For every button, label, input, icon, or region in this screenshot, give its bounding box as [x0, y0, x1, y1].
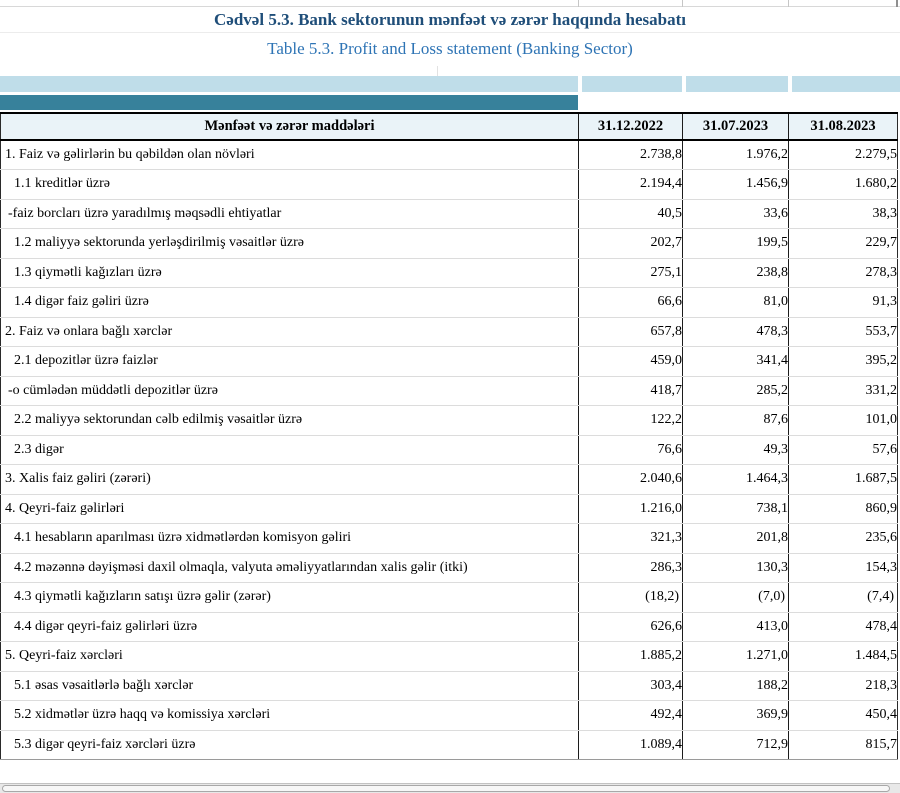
horizontal-scrollbar-thumb[interactable]: [2, 785, 890, 792]
row-value-2023-07: 413,0: [683, 612, 789, 642]
spreadsheet-top-gridline-strip: [0, 0, 900, 7]
row-value-2022: 1.885,2: [579, 642, 683, 672]
band-column-separator: [788, 76, 792, 92]
row-value-2023-07: 49,3: [683, 435, 789, 465]
row-value-2022: 321,3: [579, 524, 683, 554]
table-row: [1, 553, 898, 583]
profit-loss-table: [0, 112, 898, 760]
row-value-2023-08: 331,2: [789, 376, 898, 406]
row-label: 4.4 digər qeyri-faiz gəlirləri üzrə: [1, 612, 579, 642]
row-value-2022: 202,7: [579, 229, 683, 259]
row-label: 4.3 qiymətli kağızların satışı üzrə gəlir (zərər): [1, 583, 579, 613]
row-value-2022: 1.216,0: [579, 494, 683, 524]
row-label: -o cümlədən müddətli depozitlər üzrə: [1, 376, 579, 406]
row-label: 4.2 məzənnə dəyişməsi daxil olmaqla, valyuta əməliyyatlarından xalis gəlir (itki): [1, 553, 579, 583]
table-row: [1, 465, 898, 495]
row-value-2022: 76,6: [579, 435, 683, 465]
table-row: [1, 317, 898, 347]
table-row: [1, 612, 898, 642]
row-value-2022: 66,6: [579, 288, 683, 318]
row-value-2023-07: 238,8: [683, 258, 789, 288]
gridline: [682, 0, 683, 7]
horizontal-scrollbar[interactable]: [0, 783, 900, 793]
table-row: [1, 199, 898, 229]
row-label: 2.1 depozitlər üzrə faizlər: [1, 347, 579, 377]
row-label: 5.1 əsas vəsaitlərlə bağlı xərclər: [1, 671, 579, 701]
column-header-date: 31.12.2022: [579, 113, 683, 140]
row-label: 1.2 maliyyə sektorunda yerləşdirilmiş vəsaitlər üzrə: [1, 229, 579, 259]
row-value-2023-07: 87,6: [683, 406, 789, 436]
row-value-2023-07: 712,9: [683, 730, 789, 760]
row-value-2022: 286,3: [579, 553, 683, 583]
table-row: [1, 347, 898, 377]
row-value-2023-07: 199,5: [683, 229, 789, 259]
band-column-separator: [682, 76, 686, 92]
row-value-2023-08: 815,7: [789, 730, 898, 760]
row-label: 2. Faiz və onlara bağlı xərclər: [1, 317, 579, 347]
row-value-2023-08: 553,7: [789, 317, 898, 347]
row-label: 2.2 maliyyə sektorundan cəlb edilmiş vəsaitlər üzrə: [1, 406, 579, 436]
row-value-2023-08: 278,3: [789, 258, 898, 288]
table-row: [1, 140, 898, 170]
row-value-2023-07: 1.456,9: [683, 170, 789, 200]
row-value-2023-07: 1.976,2: [683, 140, 789, 170]
table-row: [1, 701, 898, 731]
row-value-2023-08: 450,4: [789, 701, 898, 731]
gridline: [578, 0, 579, 7]
table-row: [1, 258, 898, 288]
gridline: [437, 66, 438, 76]
row-value-2023-08: 1.687,5: [789, 465, 898, 495]
row-value-2023-07: 478,3: [683, 317, 789, 347]
row-label: 4.1 hesabların aparılması üzrə xidmətlərdən komisyon gəliri: [1, 524, 579, 554]
row-value-2023-08: 478,4: [789, 612, 898, 642]
row-value-2022: 657,8: [579, 317, 683, 347]
table-row: [1, 406, 898, 436]
table-row: [1, 170, 898, 200]
row-value-2023-08: 218,3: [789, 671, 898, 701]
table-row: [1, 524, 898, 554]
row-value-2023-08: 2.279,5: [789, 140, 898, 170]
table-header-row: [1, 113, 898, 140]
row-label: 1.1 kreditlər üzrə: [1, 170, 579, 200]
gridline: [788, 0, 789, 7]
row-label: 5.2 xidmətlər üzrə haqq və komissiya xərcləri: [1, 701, 579, 731]
row-label: 1. Faiz və gəlirlərin bu qəbildən olan növləri: [1, 140, 579, 170]
row-value-2023-07: (7,0): [683, 583, 789, 613]
row-value-2023-07: 285,2: [683, 376, 789, 406]
highlight-band-teal: [0, 95, 578, 110]
row-value-2022: 2.040,6: [579, 465, 683, 495]
row-value-2023-08: (7,4): [789, 583, 898, 613]
row-label: 1.4 digər faiz gəliri üzrə: [1, 288, 579, 318]
row-value-2023-07: 81,0: [683, 288, 789, 318]
row-value-2023-08: 395,2: [789, 347, 898, 377]
row-value-2022: 40,5: [579, 199, 683, 229]
row-value-2023-08: 860,9: [789, 494, 898, 524]
row-value-2022: 122,2: [579, 406, 683, 436]
table-row: [1, 288, 898, 318]
row-value-2023-08: 1.484,5: [789, 642, 898, 672]
row-value-2023-07: 1.271,0: [683, 642, 789, 672]
row-value-2023-08: 101,0: [789, 406, 898, 436]
row-value-2022: 459,0: [579, 347, 683, 377]
band-column-separator: [578, 76, 582, 92]
row-label: 2.3 digər: [1, 435, 579, 465]
table-row: [1, 730, 898, 760]
row-label: 4. Qeyri-faiz gəlirləri: [1, 494, 579, 524]
row-label: 5.3 digər qeyri-faiz xərcləri üzrə: [1, 730, 579, 760]
row-value-2023-07: 201,8: [683, 524, 789, 554]
table-title-english: Table 5.3. Profit and Loss statement (Banking Sector): [267, 39, 633, 58]
row-value-2022: (18,2): [579, 583, 683, 613]
title-gap: [0, 66, 900, 76]
row-value-2022: 303,4: [579, 671, 683, 701]
table-row: [1, 671, 898, 701]
gridline: [896, 0, 898, 7]
row-value-2023-08: 154,3: [789, 553, 898, 583]
row-value-2023-07: 1.464,3: [683, 465, 789, 495]
row-value-2023-08: 91,3: [789, 288, 898, 318]
column-header-date: 31.08.2023: [789, 113, 898, 140]
table-row: [1, 583, 898, 613]
highlight-band-light-blue: [0, 76, 900, 92]
table-row: [1, 642, 898, 672]
column-header-items: Mənfəət və zərər maddələri: [1, 113, 579, 140]
row-value-2023-08: 57,6: [789, 435, 898, 465]
row-value-2023-08: 235,6: [789, 524, 898, 554]
row-label: -faiz borcları üzrə yaradılmış məqsədli ehtiyatlar: [1, 199, 579, 229]
row-value-2022: 2.194,4: [579, 170, 683, 200]
table-row: [1, 376, 898, 406]
row-value-2023-08: 38,3: [789, 199, 898, 229]
row-value-2022: 1.089,4: [579, 730, 683, 760]
row-value-2022: 492,4: [579, 701, 683, 731]
row-value-2022: 2.738,8: [579, 140, 683, 170]
row-label: 3. Xalis faiz gəliri (zərəri): [1, 465, 579, 495]
row-value-2023-08: 229,7: [789, 229, 898, 259]
row-label: 5. Qeyri-faiz xərcləri: [1, 642, 579, 672]
row-value-2023-07: 341,4: [683, 347, 789, 377]
row-value-2023-07: 369,9: [683, 701, 789, 731]
row-value-2023-07: 33,6: [683, 199, 789, 229]
row-value-2022: 275,1: [579, 258, 683, 288]
row-value-2023-07: 188,2: [683, 671, 789, 701]
table-title-azerbaijani: Cədvəl 5.3. Bank sektorunun mənfəət və zərər haqqında hesabatı: [0, 7, 900, 33]
table-row: [1, 435, 898, 465]
column-header-date: 31.07.2023: [683, 113, 789, 140]
row-value-2022: 418,7: [579, 376, 683, 406]
row-value-2023-07: 738,1: [683, 494, 789, 524]
table-row: [1, 494, 898, 524]
row-label: 1.3 qiymətli kağızları üzrə: [1, 258, 579, 288]
row-value-2022: 626,6: [579, 612, 683, 642]
table-row: [1, 229, 898, 259]
row-value-2023-08: 1.680,2: [789, 170, 898, 200]
row-value-2023-07: 130,3: [683, 553, 789, 583]
